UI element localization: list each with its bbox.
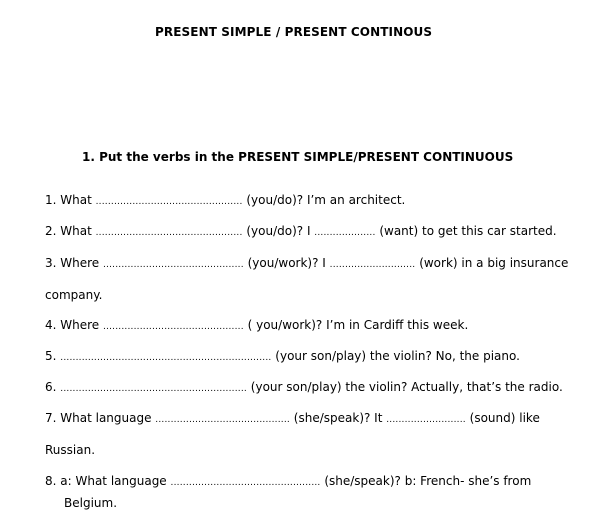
exercise-line-7 (45, 411, 540, 425)
blank-dots: .............................................. (102, 322, 244, 332)
line-text: (you/do)? I’m an architect. (242, 193, 406, 207)
exercise-line-5 (45, 349, 520, 363)
line-text: (she/speak)? It (289, 411, 387, 425)
blank-dots: .................... (314, 228, 376, 238)
line-text: company. (45, 288, 103, 302)
line-text: (you/do)? I (242, 224, 315, 238)
blank-dots: ............................ (329, 260, 416, 270)
exercise-line-6 (45, 380, 563, 394)
exercise-line-4 (45, 318, 468, 332)
line-text: 7. What language (45, 411, 156, 425)
exercise-line-3 (45, 256, 568, 270)
line-text: Belgium. (64, 496, 118, 510)
exercise-line-8 (45, 474, 531, 488)
line-text: (she/speak)? b: French- she’s from (320, 474, 532, 488)
line-text: 3. Where (45, 256, 103, 270)
exercise-line-7-continued (45, 443, 95, 457)
line-text: (want) to get this car started. (375, 224, 557, 238)
exercise-line-1 (45, 193, 405, 207)
exercise-line-2 (45, 224, 557, 238)
line-text: (sound) like (465, 411, 540, 425)
line-text: 1. What (45, 193, 96, 207)
line-text: (your son/play) the violin? Actually, that’s the radio. (246, 380, 563, 394)
exercise-line-3-continued (45, 288, 102, 302)
line-text: 2. What (45, 224, 96, 238)
blank-dots: ..................................................................... (60, 353, 272, 363)
blank-dots: ................................................. (170, 478, 321, 488)
line-text: 6. (45, 380, 61, 394)
line-text: 8. a: What language (45, 474, 171, 488)
line-text: Russian. (45, 443, 96, 457)
line-text: (work) in a big insurance (415, 256, 569, 270)
line-text: 5. (45, 349, 61, 363)
worksheet-title: PRESENT SIMPLE / PRESENT CONTINOUS (155, 25, 433, 39)
line-text: 4. Where (45, 318, 103, 332)
exercise-instruction: 1. Put the verbs in the PRESENT SIMPLE/PRESENT CONTINUOUS (82, 150, 514, 164)
blank-dots: ............................................................. (60, 384, 247, 394)
line-text: (you/work)? I (243, 256, 330, 270)
blank-dots: .............................................. (102, 260, 244, 270)
blank-dots: .......................... (386, 415, 466, 425)
line-text: (your son/play) the violin? No, the piano. (271, 349, 520, 363)
blank-dots: ................................................ (95, 197, 243, 207)
line-text: ( you/work)? I’m in Cardiff this week. (243, 318, 469, 332)
exercise-line-8-continued (64, 496, 117, 510)
blank-dots: ................................................ (95, 228, 243, 238)
blank-dots: ............................................ (155, 415, 290, 425)
